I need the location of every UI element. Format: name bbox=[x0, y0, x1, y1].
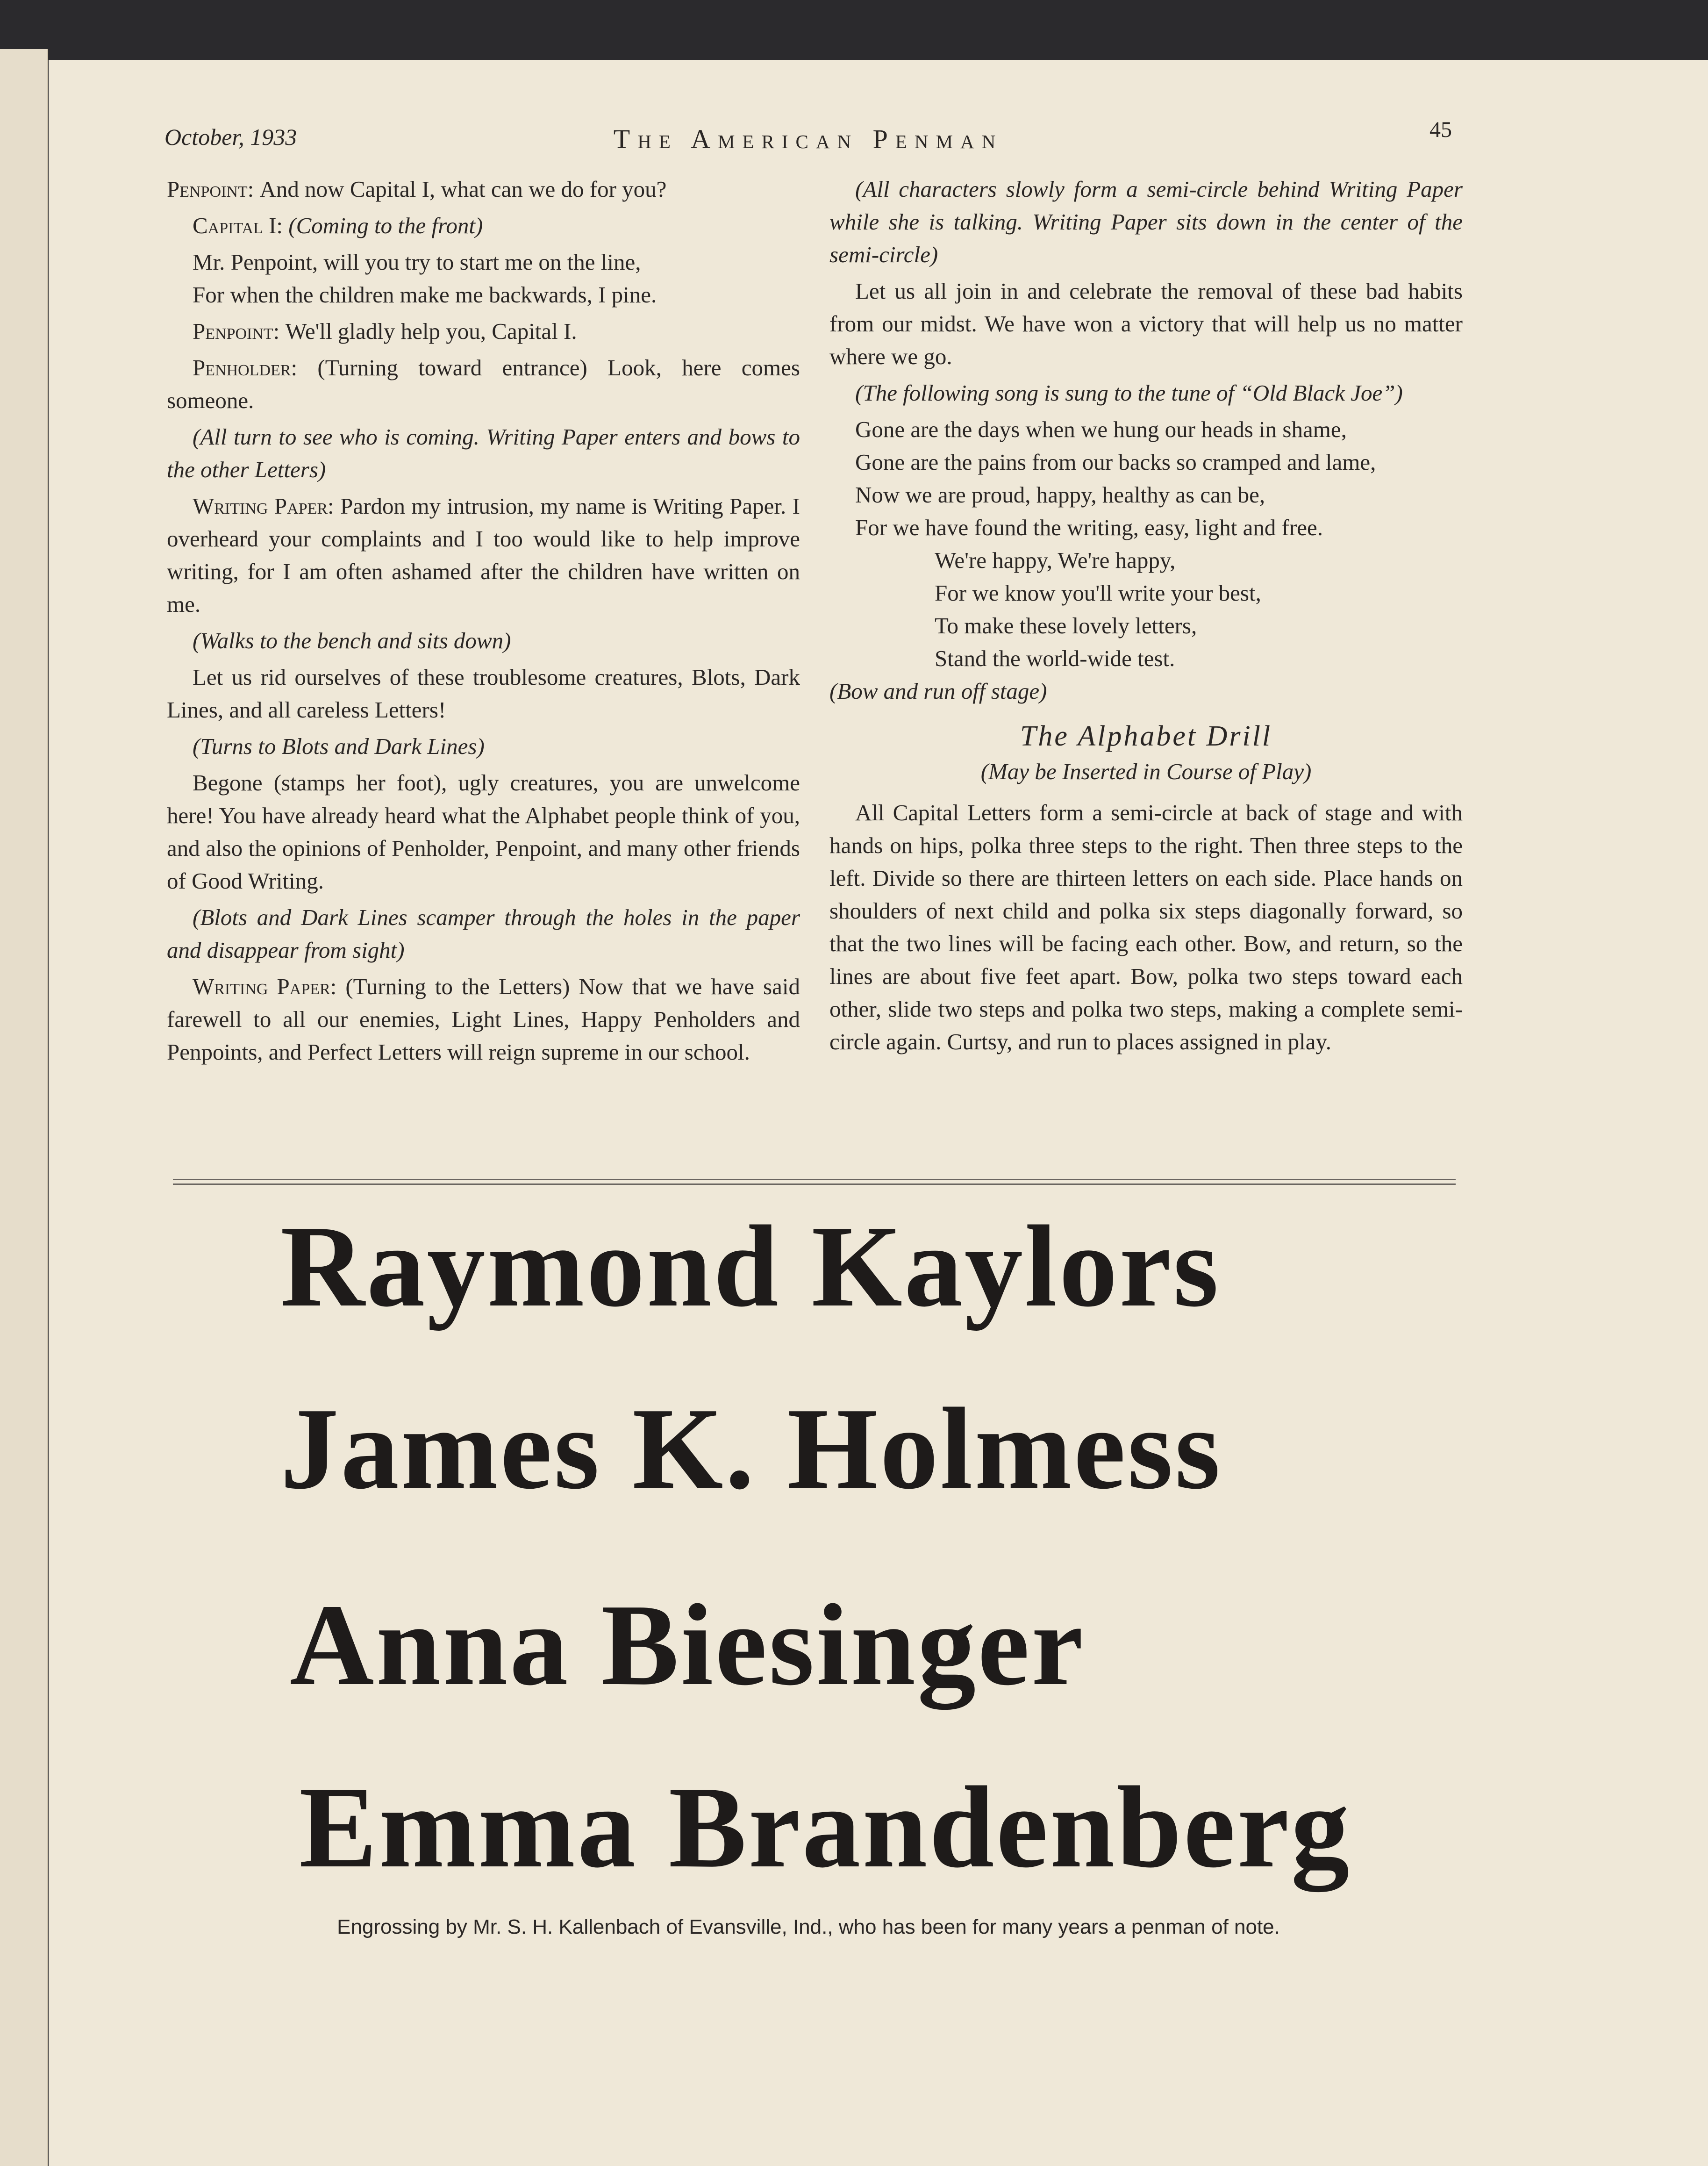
speaker: Penpoint: bbox=[193, 318, 286, 344]
paragraph bbox=[167, 173, 800, 206]
line-text: (Turning to the Letters) Now that we have said farewell to all our enemies, Light Lines, Happy Penholders and Penpoints, and Perfect Letters will reign supreme in our school. bbox=[167, 974, 800, 1065]
paragraph bbox=[167, 246, 800, 279]
divider-rule bbox=[173, 1183, 1456, 1185]
song-line: For we know you'll write your best, bbox=[935, 580, 1261, 606]
song-chorus bbox=[935, 544, 1463, 675]
paragraph bbox=[167, 351, 800, 417]
song-line: Gone are the days when we hung our heads in shame, bbox=[855, 416, 1347, 442]
issue-date: October, 1933 bbox=[164, 124, 297, 150]
line-text: Mr. Penpoint, will you try to start me on the line, bbox=[193, 249, 641, 275]
stage-direction: (All turn to see who is coming. Writing Paper enters and bows to the other Letters) bbox=[167, 424, 800, 482]
divider-rule bbox=[173, 1179, 1456, 1180]
paragraph: Begone (stamps her foot), ugly creatures, you are unwelcome here! You have already heard what the Alphabet people think of you, and also the opinions of Penholder, Penpoint, and many other friends of Good Writing. bbox=[167, 770, 800, 894]
speaker: Penpoint: bbox=[167, 176, 260, 202]
stage-direction: (All characters slowly form a semi-circle behind Writing Paper while she is talking. Writing Paper sits down in the center of the semi-circle) bbox=[829, 176, 1463, 267]
speaker: Penholder: bbox=[193, 355, 318, 380]
magazine-title: The American Penman bbox=[613, 124, 1003, 154]
section-subheading: (May be Inserted in Course of Play) bbox=[980, 759, 1312, 784]
stage-direction: (Coming to the front) bbox=[288, 213, 483, 238]
paragraph: Let us rid ourselves of these troublesome creatures, Blots, Dark Lines, and all careless Letters! bbox=[167, 664, 800, 723]
song-verse bbox=[855, 413, 1463, 544]
section-heading: The Alphabet Drill bbox=[1020, 720, 1272, 752]
song-line: Now we are proud, happy, healthy as can be, bbox=[855, 482, 1265, 508]
song-line: We're happy, We're happy, bbox=[935, 547, 1176, 573]
engrossing-caption: Engrossing by Mr. S. H. Kallenbach of Evansville, Ind., who has been for many years a penman of note. bbox=[337, 1915, 1280, 1938]
paragraph bbox=[167, 970, 800, 1069]
engrossed-name: Raymond Kaylors bbox=[280, 1202, 1221, 1331]
line-text: (Turning toward entrance) Look, here comes someone. bbox=[167, 355, 800, 413]
engrossed-name: James K. Holmess bbox=[280, 1384, 1222, 1513]
paragraph bbox=[167, 315, 800, 348]
paragraph bbox=[167, 209, 800, 242]
stage-direction: (Walks to the bench and sits down) bbox=[193, 628, 511, 653]
line-text: Pardon my intrusion, my name is Writing Paper. I overheard your complaints and I too would like to help improve writing, for I am often ashamed after the children have written on me. bbox=[167, 493, 800, 617]
song-line: To make these lovely letters, bbox=[935, 613, 1197, 638]
paragraph bbox=[167, 279, 800, 311]
line-text: And now Capital I, what can we do for you? bbox=[259, 176, 667, 202]
running-header bbox=[164, 117, 1452, 154]
left-column bbox=[167, 173, 800, 1072]
paragraph: All Capital Letters form a semi-circle at back of stage and with hands on hips, polka three steps to the right. Then three steps to the left. Divide so there are thirteen letters on each side. Place hands on shoulders of next child and polka six steps diagonally forward, so that the two lines will be facing each other. Bow, and return, so the lines are about five feet apart. Bow, polka two steps toward each other, slide two steps and polka two steps, making a complete semi-circle again. Curtsy, and run to places assigned in play. bbox=[829, 800, 1463, 1054]
right-column bbox=[829, 173, 1463, 1062]
previous-page-edge bbox=[0, 49, 48, 2166]
paragraph: Let us all join in and celebrate the removal of these bad habits from our midst. We have won a victory that will help us no matter where we go. bbox=[829, 278, 1463, 369]
engrossed-name: Anna Biesinger bbox=[290, 1580, 1085, 1710]
speaker: Capital I: bbox=[193, 213, 289, 238]
song-line: For we have found the writing, easy, light and free. bbox=[855, 515, 1323, 540]
speaker: Writing Paper: bbox=[193, 974, 346, 999]
stage-direction: (Blots and Dark Lines scamper through the holes in the paper and disappear from sight) bbox=[167, 904, 800, 963]
engrossed-name: Emma Brandenberg bbox=[299, 1763, 1351, 1892]
paragraph bbox=[167, 490, 800, 621]
line-text: We'll gladly help you, Capital I. bbox=[285, 318, 577, 344]
line-text: For when the children make me backwards, I pine. bbox=[193, 282, 657, 308]
stage-direction: (The following song is sung to the tune of “Old Black Joe”) bbox=[855, 380, 1403, 406]
stage-direction: (Turns to Blots and Dark Lines) bbox=[193, 733, 485, 759]
page-number: 45 bbox=[1429, 117, 1452, 142]
song-line: Gone are the pains from our backs so cramped and lame, bbox=[855, 449, 1376, 475]
speaker: Writing Paper: bbox=[193, 493, 341, 519]
stage-direction: (Bow and run off stage) bbox=[829, 678, 1047, 704]
song-line: Stand the world-wide test. bbox=[935, 645, 1175, 671]
